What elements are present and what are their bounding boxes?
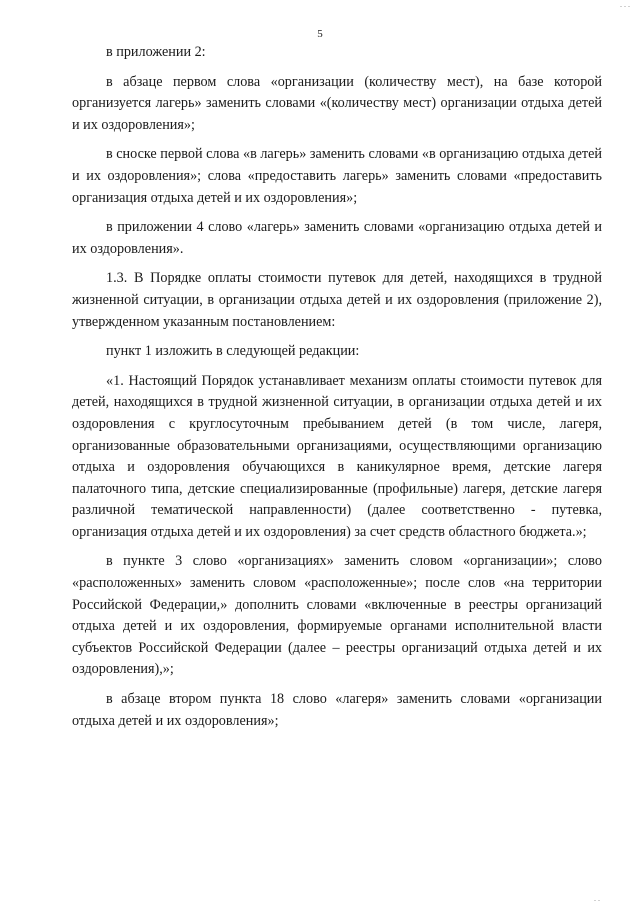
paragraph: 1.3. В Порядке оплаты стоимости путевок для детей, находящихся в трудной жизненной ситуации, в организации отдыха детей и их оздоровления (приложение 2), утвержденном указанным постановлением: xyxy=(72,270,602,330)
page-number: 5 xyxy=(317,28,323,40)
paragraph: «1. Настоящий Порядок устанавливает механизм оплаты стоимости путевок для детей, находящихся в трудной жизненной ситуации, в организации отдыха детей и их оздоровления с круглосуточным пребыванием детей (в том числе, лагеря, организованные образовательными организациями, осуществляющими организацию отдыха и оздоровления обучающихся в каникулярное время, детские лагеря палаточного типа, детские специализированные (профильные) лагеря, детские лагеря различной тематической направленности) (далее соответственно - путевка, организация отдыха детей и их оздоровления) за счет средств областного бюджета.»; xyxy=(72,372,602,540)
paragraph: в пункте 3 слово «организациях» заменить словом «организации»; слово «расположенных» заменить словом «расположенные»; после слов «на территории Российской Федерации,» дополнить словами «включенные в реестры организаций отдыха детей и их оздоровления, формируемые органами исполнительной власти субъектов Российской Федерации (далее – реестры организаций отдыха детей и их оздоровления),»; xyxy=(72,553,602,678)
paragraph: в абзаце первом слова «организации (количеству мест), на базе которой организуется лагерь» заменить словами «(количеству мест) организации отдыха детей и их оздоровления»; xyxy=(72,73,602,133)
scan-artifact-bottom: . . xyxy=(594,894,600,903)
paragraph: в приложении 2: xyxy=(106,44,206,60)
paragraph: в приложении 4 слово «лагерь» заменить словами «организацию отдыха детей и их оздоровления». xyxy=(72,219,602,257)
scan-artifact-top: . . . xyxy=(620,0,630,9)
paragraph: в абзаце втором пункта 18 слово «лагеря» заменить словами «организации отдыха детей и их оздоровления»; xyxy=(72,691,602,729)
paragraph: в сноске первой слова «в лагерь» заменить словами «в организацию отдыха детей и их оздоровления»; слова «предоставить лагерь» заменить словами «предоставить организация отдыха детей и их оздоровления»; xyxy=(72,146,602,206)
document-body xyxy=(72,42,602,740)
paragraph: пункт 1 изложить в следующей редакции: xyxy=(106,343,360,360)
